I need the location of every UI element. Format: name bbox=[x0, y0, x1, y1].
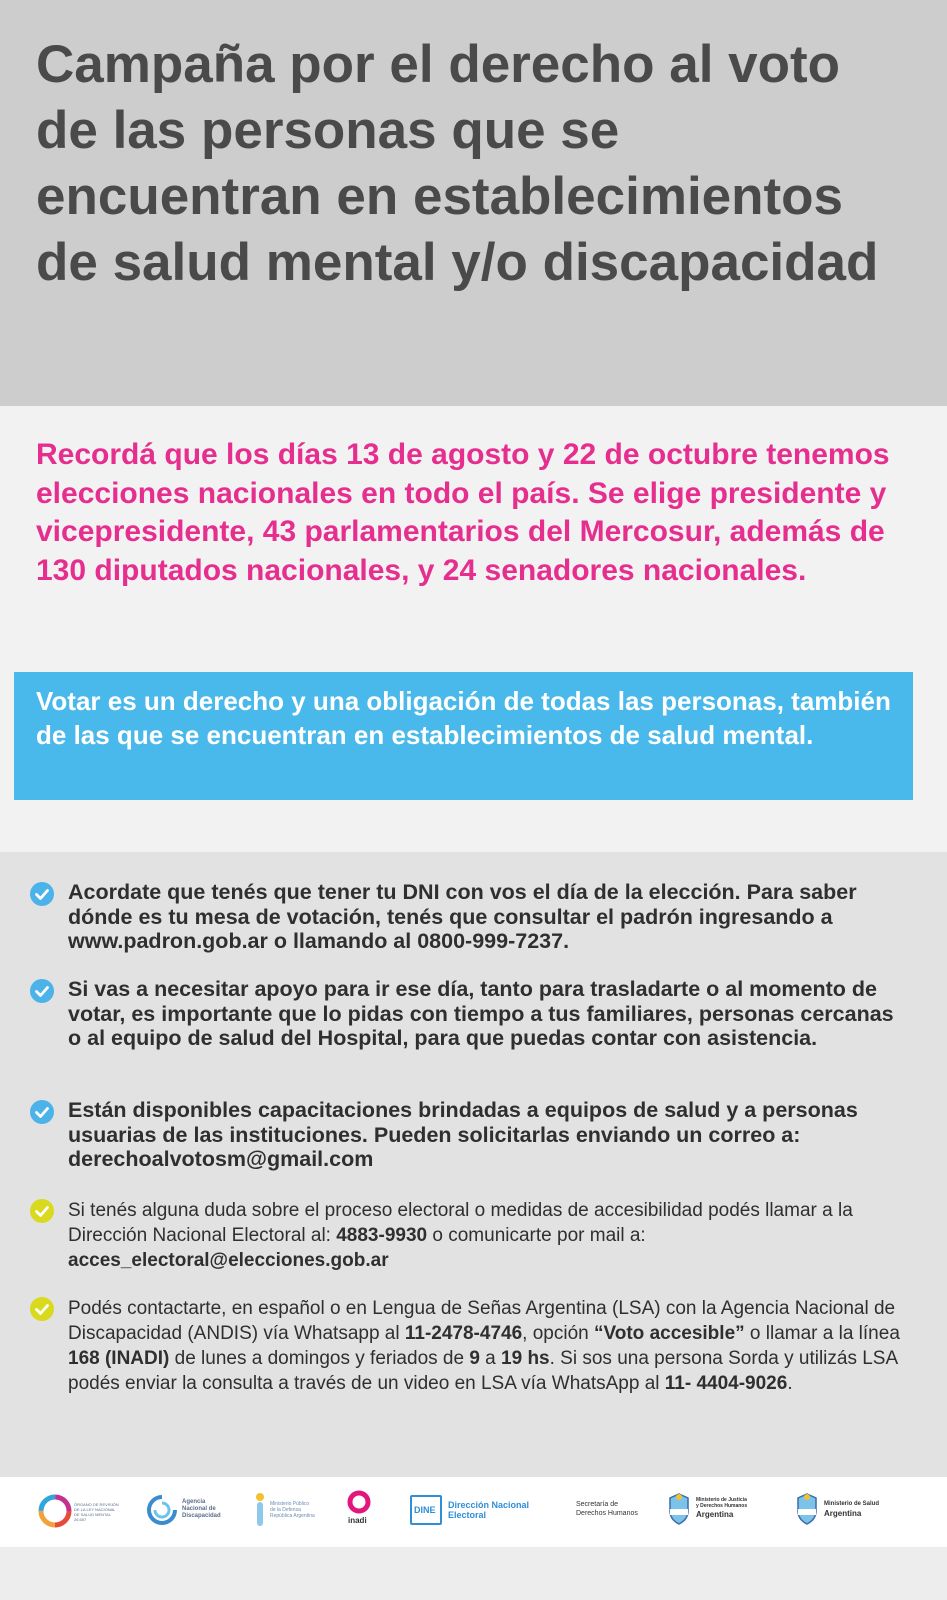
check-icon bbox=[30, 882, 54, 906]
intro-section bbox=[0, 406, 947, 852]
header bbox=[0, 0, 947, 406]
andis-logo: Agencia Nacional de Discapacidad bbox=[146, 1494, 236, 1530]
organo-revision-icon bbox=[38, 1494, 72, 1528]
inadi-icon bbox=[346, 1489, 372, 1515]
info-text: Podés contactarte, en español o en Lengua de Señas Argentina (LSA) con la Agencia Nacional de Discapacidad (ANDIS) vía Whatsapp al 11-2478-4746, opción “Voto accesible” o llamar a la línea 168 (INADI) de lunes a domingos y feriados de 9 a 19 hs. Si sos una persona Sorda y utilizás LSA podés enviar la consulta a través de un video en LSA vía WhatsApp al 11- 4404-9026. bbox=[68, 1298, 900, 1394]
bottom-strip bbox=[0, 1547, 947, 1600]
padron-link[interactable]: www.padron.gob.ar bbox=[68, 929, 268, 953]
organo-revision-logo: ÓRGANO DE REVISIÓN DE LA LEY NACIONAL DE SALUD MENTAL 26.657 bbox=[38, 1494, 118, 1530]
info-text: Si tenés alguna duda sobre el proceso electoral o medidas de accesibilidad podés llamar a la Dirección Nacional Electoral al: 4883-9930 o comunicarte por mail a: acces_electoral@elecciones.gob.ar bbox=[68, 1200, 853, 1271]
info-text: Si vas a necesitar apoyo para ir ese día, tanto para trasladarte o al momento de votar, es importante que lo pidas con tiempo a tus familiares, personas cercanas o al equipo de salud del Hospital, para que puedas contar con asistencia. bbox=[68, 977, 894, 1050]
andis-icon bbox=[146, 1494, 178, 1526]
defensa-icon bbox=[252, 1491, 268, 1529]
info-text: Están disponibles capacitaciones brindadas a equipos de salud y a personas usuarias de las instituciones. Pueden solicitarlas enviando un correo a: derechoalvotosm@gmail.com bbox=[68, 1098, 858, 1171]
justicia-logo: Ministerio de Justicia y Derechos Humanos Argentina bbox=[666, 1491, 776, 1531]
page-title: Campaña por el derecho al voto de las personas que se encuentran en establecimientos de salud mental y/o discapacidad bbox=[36, 35, 879, 292]
dine-badge-icon: DINE bbox=[410, 1495, 442, 1525]
highlight-text: Votar es un derecho y una obligación de todas las personas, también de las que se encuentran en establecimientos de salud mental. bbox=[36, 686, 891, 750]
escudo-icon bbox=[666, 1491, 692, 1527]
inadi-logo: inadi bbox=[346, 1489, 376, 1533]
check-icon bbox=[30, 1100, 54, 1124]
check-icon bbox=[30, 1297, 54, 1321]
email-link[interactable]: derechoalvotosm@gmail.com bbox=[68, 1147, 374, 1171]
salud-logo: Ministerio de Salud Argentina bbox=[794, 1491, 904, 1531]
highlight-box bbox=[14, 672, 913, 800]
escudo-icon bbox=[794, 1491, 820, 1527]
check-icon bbox=[30, 979, 54, 1003]
info-section bbox=[0, 852, 947, 1477]
info-text: Acordate que tenés que tener tu DNI con vos el día de la elección. Para saber dónde es tu mesa de votación, tenés que consultar el padrón ingresando a www.padron.gob.ar o llamando al 0800-999-7237. bbox=[68, 880, 857, 953]
phone-number: 4883-9930 bbox=[336, 1225, 428, 1246]
election-reminder: Recordá que los días 13 de agosto y 22 de octubre tenemos elecciones nacionales en todo el país. Se elige presidente y vicepresidente, 43 parlamentarios del Mercosur, además de 130 diputados nacionales, y 24 senadores nacionales. bbox=[36, 438, 890, 587]
email-link[interactable]: acces_electoral@elecciones.gob.ar bbox=[68, 1250, 389, 1271]
ddhh-logo: Secretaría de Derechos Humanos bbox=[576, 1501, 638, 1517]
check-icon bbox=[30, 1199, 54, 1223]
dine-logo: DINE Dirección Nacional Electoral bbox=[410, 1495, 550, 1529]
defensa-logo: Ministerio Público de la Defensa República Argentina bbox=[252, 1491, 332, 1531]
phone-number: 0800-999-7237 bbox=[417, 929, 564, 953]
logo-footer bbox=[0, 1477, 947, 1547]
